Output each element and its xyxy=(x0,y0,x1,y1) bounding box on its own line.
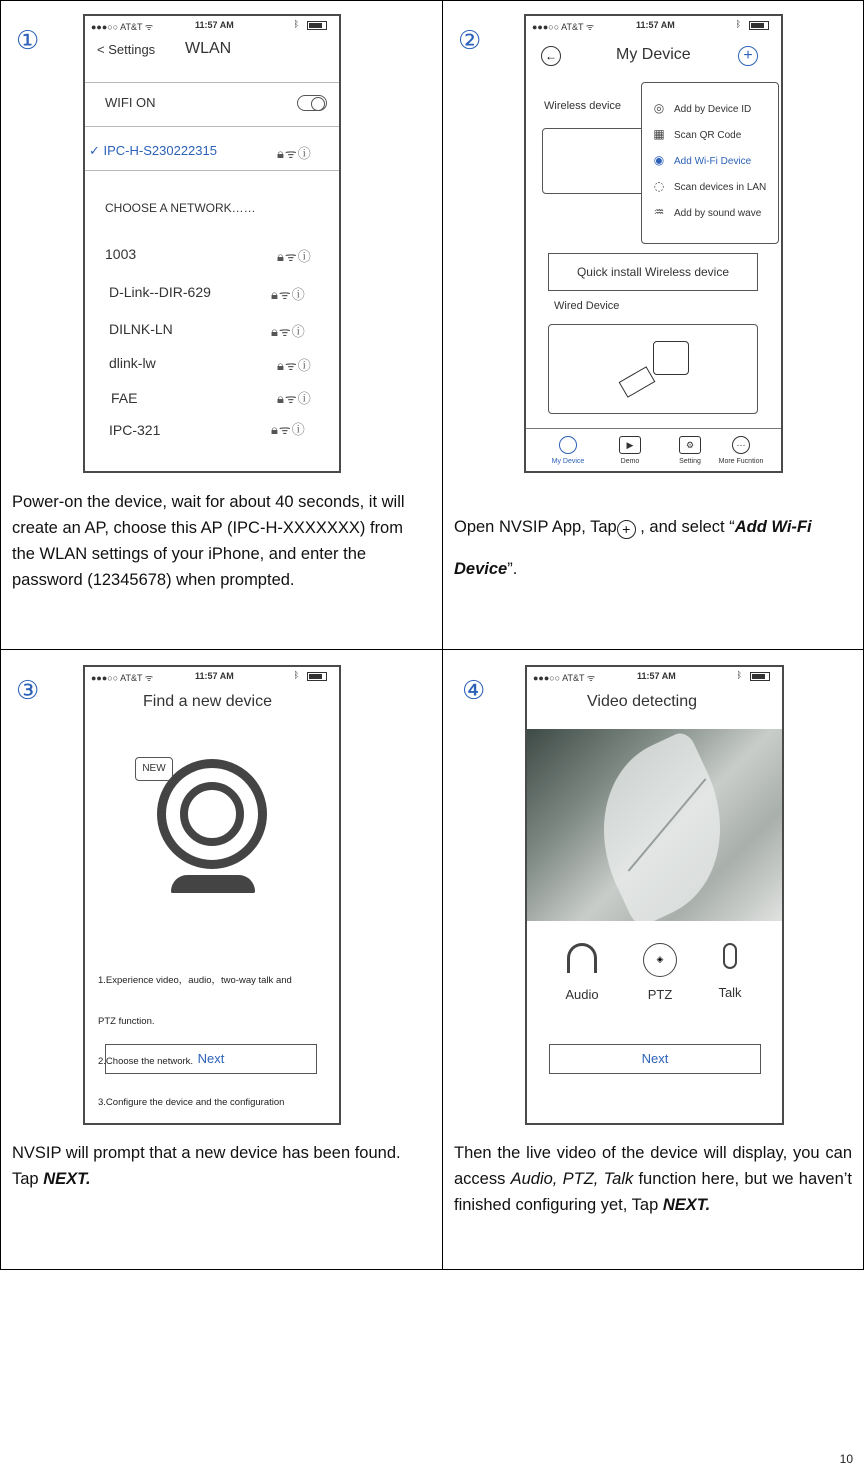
camera-icon: ◎ xyxy=(653,101,665,115)
caption-text: NVSIP will prompt that a new device has been found. Tap xyxy=(12,1144,401,1188)
dpad-icon: ◈ xyxy=(643,943,677,977)
control-label: PTZ xyxy=(647,987,673,1002)
gear-icon: ⚙ xyxy=(679,436,701,454)
live-video-feed[interactable] xyxy=(527,729,782,921)
plug-icon xyxy=(619,366,656,398)
menu-scan-lan[interactable] xyxy=(652,179,766,193)
settings-back-link[interactable]: < Settings xyxy=(97,42,156,57)
wireless-device-box[interactable] xyxy=(542,128,654,194)
tab-more-function[interactable] xyxy=(716,436,766,465)
step-line: PTZ function. xyxy=(98,1015,155,1027)
network-item[interactable]: DILNK-LN xyxy=(109,321,173,337)
battery-icon xyxy=(749,21,769,30)
camera-icon xyxy=(157,759,267,869)
carrier-label: ●●●○○ AT&T ᯤ xyxy=(91,22,154,32)
menu-sound-wave[interactable] xyxy=(652,205,761,219)
page-title: My Device xyxy=(616,46,691,63)
more-icon: ⋯ xyxy=(732,436,750,454)
caption-text: Open NVSIP App, Tap xyxy=(454,518,617,536)
tab-setting[interactable] xyxy=(665,436,715,465)
page-title: Video detecting xyxy=(587,693,698,710)
video-detecting-screenshot xyxy=(525,665,784,1125)
next-button[interactable]: Next xyxy=(549,1044,761,1074)
wifi-broadcast-icon: ◉ xyxy=(653,153,665,167)
network-item[interactable]: 1003 xyxy=(105,246,137,262)
menu-label: Scan QR Code xyxy=(674,130,742,141)
lock-wifi-info-icon: 🔒︎ᯤⓘ xyxy=(271,423,306,438)
control-label: Audio xyxy=(565,987,599,1002)
wired-device-label: Wired Device xyxy=(554,300,620,312)
add-menu-popup xyxy=(641,82,779,244)
tab-demo[interactable] xyxy=(605,436,655,465)
wifi-toggle[interactable] xyxy=(297,95,327,111)
carrier-label: ●●●○○ AT&T ᯤ xyxy=(532,22,595,32)
caption-text: ”. xyxy=(507,560,518,578)
talk-control[interactable] xyxy=(705,943,755,1000)
step-number-3: ③ xyxy=(16,676,40,706)
new-badge: NEW xyxy=(135,757,173,781)
microphone-icon xyxy=(723,943,737,969)
tabbar-divider xyxy=(526,428,781,429)
clock: 11:57 AM xyxy=(637,671,676,681)
step-4-caption xyxy=(454,1140,852,1218)
menu-add-by-id[interactable] xyxy=(652,101,751,115)
clock: 11:57 AM xyxy=(195,20,234,30)
page-number: 10 xyxy=(839,1452,853,1466)
caption-text: function here, but we haven’t finished configuring yet, Tap xyxy=(454,1170,853,1214)
battery-icon xyxy=(307,21,327,30)
ptz-control[interactable] xyxy=(635,943,685,1002)
divider xyxy=(85,82,339,83)
menu-add-wifi-device[interactable] xyxy=(652,153,751,167)
camera-lens xyxy=(180,782,244,846)
lock-wifi-info-icon: 🔒︎ᯤⓘ xyxy=(271,325,306,340)
divider xyxy=(85,126,339,127)
step-2-caption xyxy=(454,506,852,590)
page-title: WLAN xyxy=(185,40,232,57)
caption-text: , and select “ xyxy=(635,518,735,536)
battery-icon xyxy=(307,672,327,681)
wlan-settings-screenshot xyxy=(83,14,341,473)
carrier-label: ●●●○○ AT&T ᯤ xyxy=(91,673,154,683)
network-item[interactable]: FAE xyxy=(111,390,138,406)
step-number-4: ④ xyxy=(462,676,486,706)
toggle-knob xyxy=(311,97,325,111)
table-row-divider xyxy=(0,649,864,650)
audio-control[interactable] xyxy=(557,943,607,1002)
lock-wifi-info-icon: 🔒︎ᯤⓘ xyxy=(277,359,312,374)
lock-wifi-info-icon: 🔒︎ᯤⓘ xyxy=(277,392,312,407)
status-bar xyxy=(85,16,339,34)
leaf-shape xyxy=(569,729,754,921)
play-icon: ▶ xyxy=(619,436,641,454)
menu-label: Add by Device ID xyxy=(674,104,752,115)
step-line: 2.Choose the network. xyxy=(98,1056,194,1067)
network-item[interactable]: dlink-lw xyxy=(109,355,156,371)
quick-install-button[interactable]: Quick install Wireless device xyxy=(548,253,758,291)
tab-label: Setting xyxy=(679,458,701,465)
table-border-bottom xyxy=(0,1269,864,1270)
step-line: 1.Experience video，audio，two-way talk and xyxy=(98,975,292,986)
step-number-2: ② xyxy=(458,26,482,56)
next-button[interactable]: Next xyxy=(105,1044,317,1074)
qr-code-icon: ▦ xyxy=(653,127,665,141)
my-device-screenshot xyxy=(524,14,783,473)
page-title: Find a new device xyxy=(143,693,272,710)
caption-emphasis: NEXT. xyxy=(43,1170,91,1188)
connected-network[interactable]: ✓ IPC-H-S230222315 xyxy=(89,143,217,158)
add-icon[interactable]: + xyxy=(738,46,758,66)
tab-label: More Fucntion xyxy=(718,458,764,465)
tab-my-device[interactable] xyxy=(543,436,593,465)
status-bar xyxy=(527,667,782,685)
network-item[interactable]: D-Link--DIR-629 xyxy=(109,284,211,300)
menu-label: Add Wi-Fi Device xyxy=(674,156,752,167)
control-label: Talk xyxy=(718,985,742,1000)
divider xyxy=(85,170,339,171)
ethernet-port-icon xyxy=(653,341,689,375)
step-line: 3.Configure the device and the configuration xyxy=(98,1096,285,1108)
caption-text: Then the live video of the device will display, you can access xyxy=(454,1144,852,1188)
steps-text xyxy=(98,947,292,1125)
status-bar xyxy=(85,667,339,685)
caption-emphasis: Add Wi-Fi Device xyxy=(454,518,812,578)
sound-wave-icon: ♒ xyxy=(653,205,665,219)
table-column-divider xyxy=(442,0,443,1270)
caption-italic: Audio, PTZ, Talk xyxy=(510,1170,634,1188)
camera-icon xyxy=(559,436,577,454)
menu-scan-qr[interactable] xyxy=(652,127,741,141)
add-plus-icon: + xyxy=(617,520,636,539)
bluetooth-icon: ᛒ xyxy=(293,670,299,680)
step-1-caption: Power-on the device, wait for about 40 seconds, it will create an AP, choose this AP (IPC-H-XXXXXXX) from the WLAN settings of your iPhone, and enter the password (12345678) when prompted. xyxy=(12,493,405,589)
bluetooth-icon: ᛒ xyxy=(735,19,741,29)
status-bar xyxy=(526,16,781,34)
menu-label: Add by sound wave xyxy=(674,208,762,219)
find-new-device-screenshot xyxy=(83,665,341,1125)
back-icon[interactable]: ← xyxy=(541,46,561,66)
step-3-caption xyxy=(12,1140,422,1192)
choose-network-label: CHOOSE A NETWORK…… xyxy=(105,201,256,215)
camera-base xyxy=(171,875,255,893)
table-border-top xyxy=(0,0,864,1)
table-border-right xyxy=(863,0,864,1270)
lock-wifi-info-icon: 🔒︎ᯤⓘ xyxy=(277,250,312,265)
bluetooth-icon: ᛒ xyxy=(293,19,299,29)
wifi-on-label: WIFI ON xyxy=(105,95,156,110)
menu-label: Scan devices in LAN xyxy=(674,182,767,193)
lock-wifi-info-icon: 🔒︎ᯤⓘ xyxy=(271,288,306,303)
caption-emphasis: NEXT. xyxy=(662,1196,711,1214)
wireless-device-label: Wireless device xyxy=(544,100,622,112)
clock: 11:57 AM xyxy=(195,671,234,681)
network-item[interactable]: IPC-321 xyxy=(109,422,161,438)
table-border-left xyxy=(0,0,1,1270)
battery-icon xyxy=(750,672,770,681)
wired-device-box[interactable] xyxy=(548,324,758,414)
tab-label: Demo xyxy=(620,458,640,465)
clock: 11:57 AM xyxy=(636,20,675,30)
scan-icon: ◌ xyxy=(653,179,665,193)
bluetooth-icon: ᛒ xyxy=(736,670,742,680)
tab-label: My Device xyxy=(551,458,585,465)
lock-wifi-info-icon: 🔒︎ᯤⓘ xyxy=(277,147,312,162)
carrier-label: ●●●○○ AT&T ᯤ xyxy=(533,673,596,683)
step-number-1: ① xyxy=(16,26,40,56)
headphones-icon xyxy=(567,943,597,973)
